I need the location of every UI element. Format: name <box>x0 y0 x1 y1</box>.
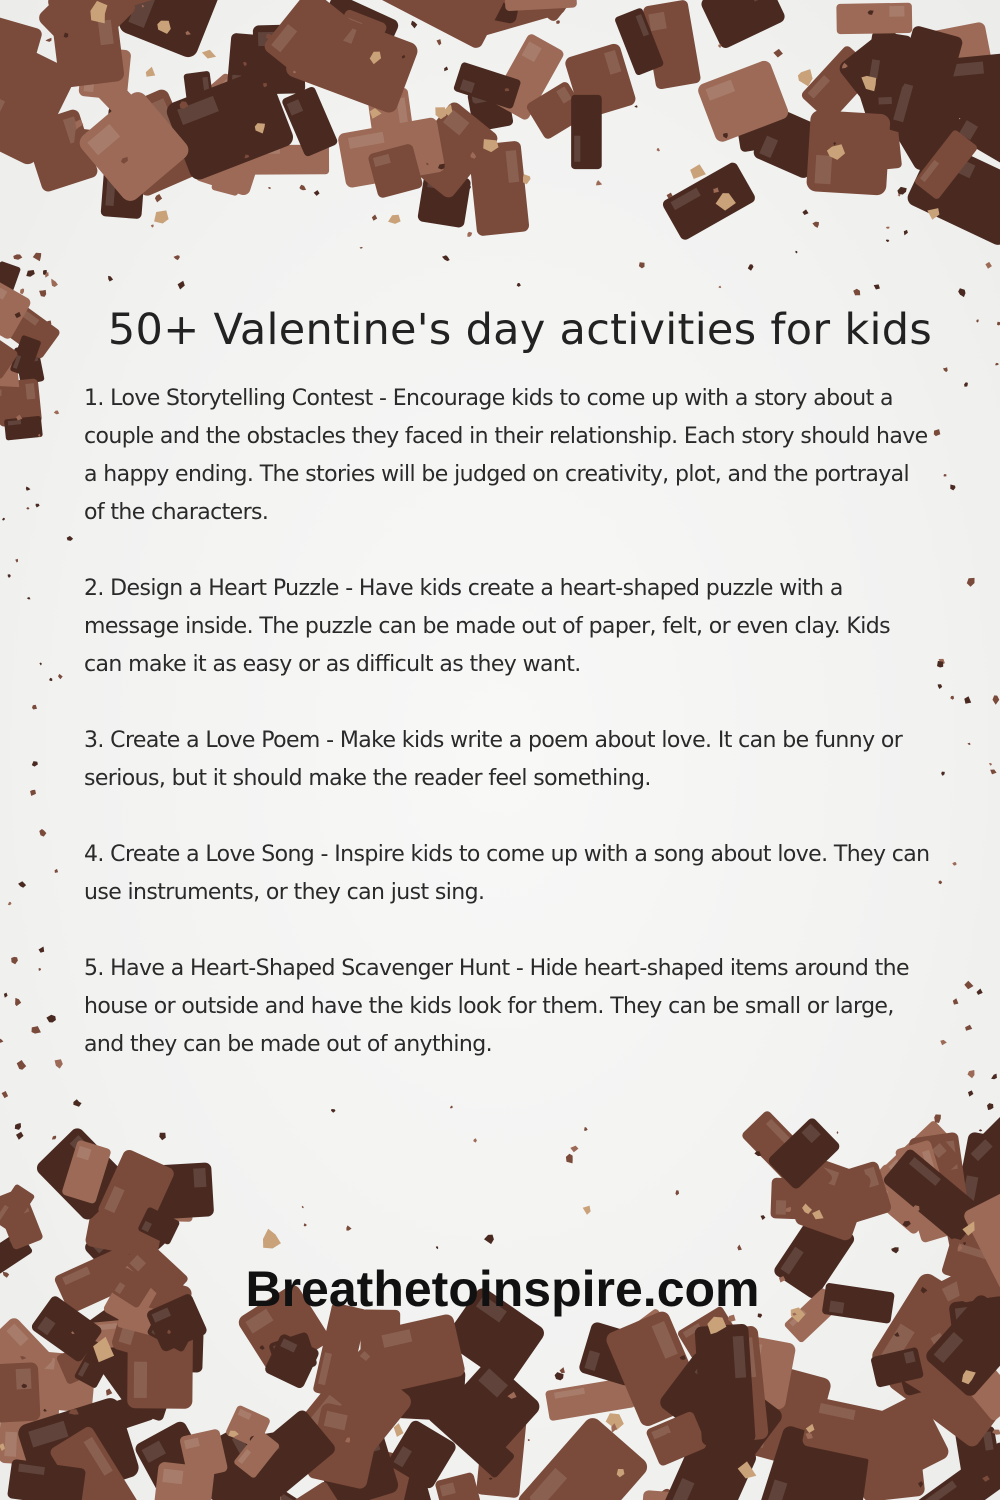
chocolate-crumb <box>950 485 955 491</box>
chocolate-crumb <box>304 1223 307 1226</box>
website-credit: Breathetoinspire.com <box>245 1261 760 1317</box>
chocolate-crumb <box>967 578 975 587</box>
chocolate-crumb <box>49 678 52 681</box>
chocolate-crumb <box>939 881 943 885</box>
chocolate-crumb <box>436 1246 438 1249</box>
chocolate-crumb <box>8 902 12 905</box>
chocolate-chunk <box>515 1414 651 1500</box>
chocolate-crumb <box>178 281 185 290</box>
chocolate-crumb <box>964 981 973 990</box>
chocolate-crumb <box>953 998 959 1004</box>
chocolate-highlight <box>162 1469 183 1485</box>
chocolate-crumb <box>55 1059 63 1068</box>
chocolate-crumb <box>73 1099 81 1106</box>
chocolate-crumb <box>346 1225 351 1230</box>
chocolate-crumb <box>940 1040 947 1045</box>
chocolate-crumb <box>58 674 63 679</box>
chocolate-crumb <box>263 1229 281 1249</box>
chocolate-chunk <box>151 1461 215 1500</box>
chocolate-crumb <box>388 215 401 224</box>
chocolate-crumb <box>372 215 377 221</box>
chocolate-crumb <box>944 474 947 476</box>
chocolate-crumb <box>17 1060 27 1070</box>
chocolate-chunk <box>4 416 43 441</box>
chocolate-crumb <box>967 743 970 745</box>
chocolate-crumb <box>748 264 754 270</box>
chocolate-crumb <box>979 1129 982 1131</box>
chocolate-crumb <box>556 20 560 24</box>
chocolate-crumb <box>965 1025 972 1031</box>
chocolate-crumb <box>2 518 5 521</box>
activity-item-4: 4. Create a Love Song - Inspire kids to come up with a song about love. They can use instruments, or they can just sing. <box>84 842 930 905</box>
chocolate-crumb <box>15 559 18 563</box>
chocolate-highlight <box>889 6 904 17</box>
chocolate-crumb <box>990 770 996 775</box>
chocolate-crumb <box>773 49 783 58</box>
chocolate-crumb <box>886 240 890 243</box>
chocolate-crumb <box>39 968 42 971</box>
chocolate-crumb <box>467 232 472 237</box>
chocolate-crumb <box>675 1190 679 1195</box>
chocolate-crumb <box>657 148 660 151</box>
chocolate-crumb <box>39 663 42 666</box>
chocolate-crumb <box>690 164 706 179</box>
chocolate-crumb <box>891 1247 898 1253</box>
chocolate-crumb <box>268 187 270 189</box>
chocolate-crumb <box>952 862 956 866</box>
chocolate-crumb <box>566 1154 573 1164</box>
chocolate-crumb <box>13 254 22 259</box>
chocolate-crumb <box>995 363 998 366</box>
chocolate-crumb <box>39 947 45 953</box>
chocolate-crumb <box>0 1038 3 1042</box>
chocolate-crumb <box>968 1090 973 1096</box>
chocolate-crumb <box>314 190 320 196</box>
chocolate-crumb <box>155 194 162 202</box>
chocolate-crumb <box>991 1074 997 1080</box>
chocolate-crumb <box>737 1245 742 1251</box>
chocolate-crumb <box>39 290 46 297</box>
activity-list <box>84 380 934 1102</box>
chocolate-crumb <box>934 1114 941 1123</box>
chocolate-crumb <box>46 1015 56 1023</box>
chocolate-crumb <box>583 1206 591 1215</box>
chocolate-crumb <box>159 1133 166 1141</box>
chocolate-crumb <box>964 696 971 703</box>
chocolate-crumb <box>20 289 24 295</box>
chocolate-crumb <box>761 1215 766 1220</box>
chocolate-crumb <box>26 270 35 277</box>
chocolate-crumb <box>560 1367 565 1373</box>
chocolate-crumb <box>977 989 983 995</box>
chocolate-chunk <box>52 12 125 88</box>
chocolate-crumb <box>941 772 945 776</box>
chocolate-crumb <box>32 1026 41 1034</box>
chocolate-crumb <box>52 1136 56 1140</box>
chocolate-crumb <box>437 39 442 45</box>
chocolate-crumb <box>874 284 880 289</box>
chocolate-highlight <box>815 155 833 184</box>
chocolate-crumb <box>30 790 36 796</box>
chocolate-crumb <box>108 276 113 282</box>
chocolate-crumb <box>989 763 992 766</box>
chocolate-crumb <box>897 187 906 195</box>
page-title: 50+ Valentine's day activities for kids <box>107 304 933 355</box>
chocolate-crumb <box>904 230 908 236</box>
chocolate-crumb <box>67 536 73 541</box>
chocolate-crumb <box>26 507 29 510</box>
chocolate-crumb <box>886 227 890 229</box>
chocolate-crumb <box>523 174 531 184</box>
chocolate-highlight <box>878 97 891 105</box>
chocolate-crumb <box>146 67 155 77</box>
chocolate-crumb <box>718 44 721 48</box>
chocolate-crumb <box>26 487 31 491</box>
chocolate-chunk <box>0 385 26 420</box>
chocolate-crumb <box>943 367 948 372</box>
chocolate-highlight <box>25 383 35 399</box>
chocolate-crumb <box>798 69 813 86</box>
chocolate-crumb <box>937 661 943 668</box>
chocolate-crumb <box>51 279 58 287</box>
chocolate-crumb <box>528 1439 530 1441</box>
chocolate-crumb <box>394 1423 404 1437</box>
chocolate-crumb <box>584 1127 588 1131</box>
chocolate-crumb <box>444 67 448 72</box>
chocolate-crumb <box>938 684 943 689</box>
chocolate-crumb <box>934 429 941 436</box>
chocolate-crumb <box>54 411 59 415</box>
chocolate-crumb <box>18 881 26 888</box>
chocolate-crumb <box>634 105 637 107</box>
chocolate-crumb <box>718 286 721 288</box>
chocolate-highlight <box>776 1200 787 1215</box>
chocolate-crumb <box>795 251 797 254</box>
chocolate-crumb <box>968 1070 975 1078</box>
chocolate-highlight <box>574 136 580 162</box>
chocolate-crumb <box>802 209 808 215</box>
chocolate-crumb <box>985 262 992 269</box>
chocolate-chunk <box>699 0 786 50</box>
chocolate-crumb <box>4 993 8 998</box>
chocolate-crumb <box>958 288 965 297</box>
chocolate-chunk <box>468 140 530 236</box>
chocolate-crumb <box>8 574 11 578</box>
chocolate-highlight <box>193 1168 206 1188</box>
chocolate-crumb <box>15 1123 21 1130</box>
chocolate-crumb <box>154 210 169 223</box>
chocolate-crumb <box>45 38 51 42</box>
chocolate-crumb <box>302 1206 304 1209</box>
chocolate-crumb <box>174 255 180 260</box>
chocolate-crumb <box>987 1103 993 1110</box>
chocolate-crumb <box>151 224 154 227</box>
chocolate-crumb <box>950 696 954 700</box>
chocolate-crumb <box>411 21 417 29</box>
chocolate-crumb <box>360 247 364 249</box>
chocolate-crumb <box>450 1106 453 1109</box>
chocolate-crumb <box>39 829 46 837</box>
chocolate-crumb <box>27 597 31 600</box>
chocolate-crumb <box>570 1146 578 1153</box>
chocolate-crumb <box>837 1131 839 1134</box>
chocolate-crumb <box>299 185 306 190</box>
chocolate-crumb <box>11 957 18 964</box>
chocolate-crumb <box>517 283 521 287</box>
activity-item-3: 3. Create a Love Poem - Make kids write a poem about love. It can be funny or serious, but it should make the reader feel something. <box>84 728 903 791</box>
chocolate-crumb <box>555 1372 564 1380</box>
chocolate-crumb <box>596 180 602 185</box>
chocolate-crumb <box>853 289 860 296</box>
chocolate-crumb <box>36 504 40 508</box>
chocolate-crumb <box>442 255 450 261</box>
chocolate-crumb <box>15 998 21 1006</box>
chocolate-crumb <box>473 1138 476 1142</box>
chocolate-crumb <box>33 253 41 262</box>
chocolate-crumb <box>639 262 645 268</box>
chocolate-crumb <box>106 1389 112 1396</box>
chocolate-crumb <box>484 1235 494 1245</box>
chocolate-highlight <box>648 12 666 31</box>
chocolate-crumb <box>993 695 1000 704</box>
activity-item-1: 1. Love Storytelling Contest - Encourage kids to come up with a story about a couple and the obstacles they faced in their relationship. Each story should have a happy ending. The stories will be judged on creativity, plot, and the portrayal of the characters. <box>84 386 928 525</box>
activity-item-5: 5. Have a Heart-Shaped Scavenger Hunt - Hide heart-shaped items around the house or outside and have the kids look for them. They can be small or large, and they can be made out of anything. <box>84 956 909 1057</box>
chocolate-crumb <box>2 1091 9 1098</box>
activity-item-2: 2. Design a Heart Puzzle - Have kids create a heart-shaped puzzle with a message inside. The puzzle can be made out of paper, felt, or even clay. Kids can make it as easy or as difficult as they want. <box>84 576 890 677</box>
chocolate-highlight <box>134 1362 147 1398</box>
chocolate-crumb <box>55 869 59 873</box>
chocolate-highlight <box>4 1432 17 1457</box>
chocolate-crumb <box>32 761 38 767</box>
chocolate-crumb <box>16 1132 24 1140</box>
chocolate-crumb <box>331 1109 336 1113</box>
chocolate-crumb <box>202 50 216 59</box>
chocolate-crumb <box>964 382 968 387</box>
chocolate-crumb <box>812 222 819 228</box>
chocolate-chunk <box>694 1324 755 1446</box>
chocolate-crumb <box>32 705 37 710</box>
